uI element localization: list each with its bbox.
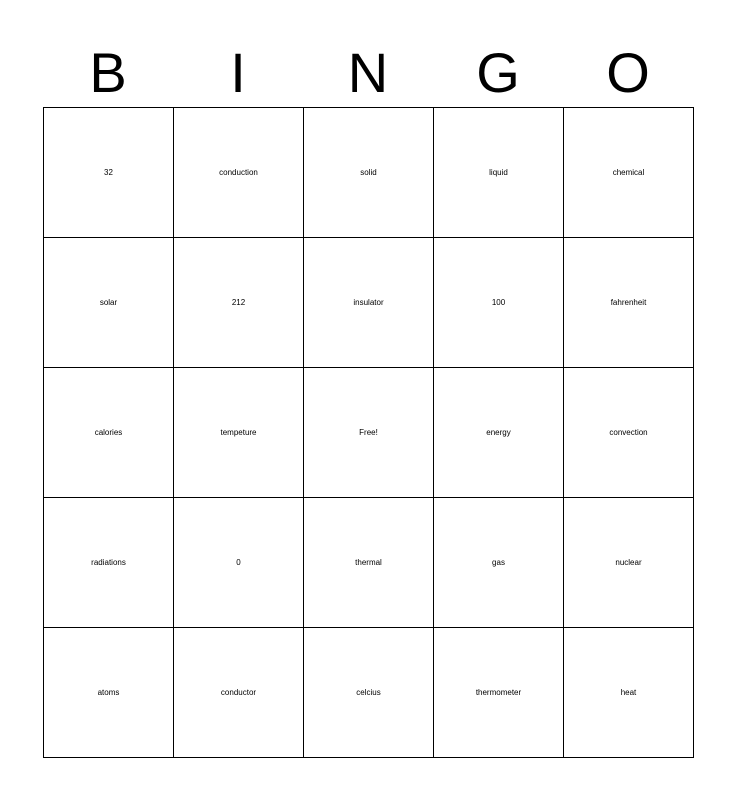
- bingo-cell[interactable]: solar: [44, 238, 174, 368]
- bingo-cell[interactable]: chemical: [564, 108, 694, 238]
- bingo-cell[interactable]: radiations: [44, 498, 174, 628]
- header-letter-n: N: [347, 41, 389, 104]
- bingo-cell[interactable]: celcius: [304, 628, 434, 758]
- bingo-cell[interactable]: thermometer: [434, 628, 564, 758]
- bingo-cell[interactable]: atoms: [44, 628, 174, 758]
- bingo-cell[interactable]: solid: [304, 108, 434, 238]
- bingo-cell[interactable]: conductor: [174, 628, 304, 758]
- bingo-cell[interactable]: 100: [434, 238, 564, 368]
- bingo-cell[interactable]: fahrenheit: [564, 238, 694, 368]
- bingo-cell[interactable]: convection: [564, 368, 694, 498]
- bingo-cell[interactable]: nuclear: [564, 498, 694, 628]
- bingo-cell[interactable]: liquid: [434, 108, 564, 238]
- bingo-header: [43, 40, 693, 106]
- bingo-cell[interactable]: 0: [174, 498, 304, 628]
- header-letter-i: I: [230, 41, 246, 104]
- bingo-cell[interactable]: conduction: [174, 108, 304, 238]
- bingo-board: [43, 107, 694, 758]
- header-letter-b: B: [89, 41, 127, 104]
- header-letter-g: G: [476, 41, 520, 104]
- bingo-cell[interactable]: thermal: [304, 498, 434, 628]
- bingo-cell[interactable]: gas: [434, 498, 564, 628]
- header-letter-o: O: [606, 41, 650, 104]
- bingo-cell[interactable]: energy: [434, 368, 564, 498]
- bingo-cell[interactable]: calories: [44, 368, 174, 498]
- bingo-cell[interactable]: heat: [564, 628, 694, 758]
- bingo-cell[interactable]: 212: [174, 238, 304, 368]
- bingo-cell[interactable]: tempeture: [174, 368, 304, 498]
- bingo-cell[interactable]: insulator: [304, 238, 434, 368]
- free-space-cell[interactable]: Free!: [304, 368, 434, 498]
- bingo-cell[interactable]: 32: [44, 108, 174, 238]
